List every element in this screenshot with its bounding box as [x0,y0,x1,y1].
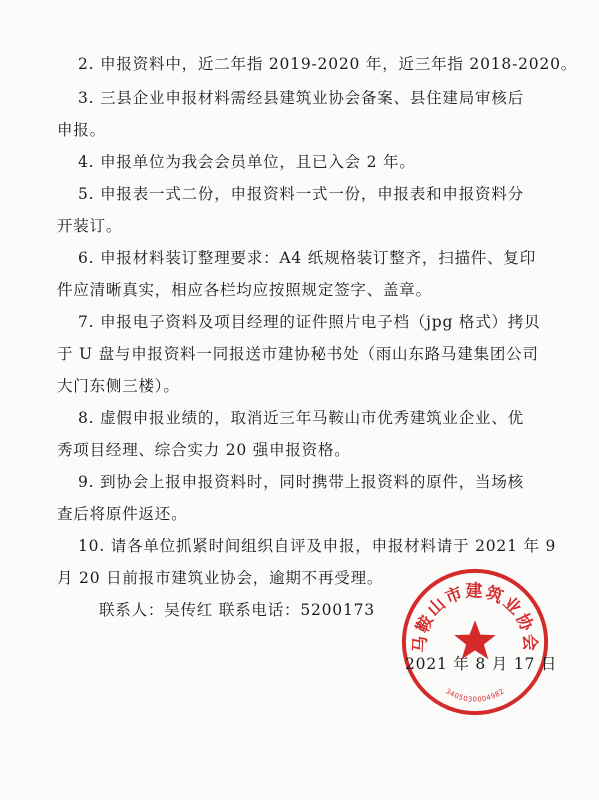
item-9-line-1: 9. 到协会上报申报资料时，同时携带上报资料的原件，当场核 [78,473,524,491]
item-6-line-1: 6. 申报材料装订整理要求：A4 纸规格装订整齐，扫描件、复印 [78,249,536,267]
contact-line: 联系人：吴传红 联系电话：5200173 [99,601,375,619]
item-5-line-1: 5. 申报表一式二份，申报资料一式一份，申报表和申报资料分 [78,185,524,203]
item-7-line-2: 于 U 盘与申报资料一同报送市建协秘书处（雨山东路马建集团公司 [57,345,539,363]
item-3-line-1: 3. 三县企业申报材料需经县建筑业协会备案、县住建局审核后 [78,89,524,107]
item-3-line-2: 申报。 [57,121,106,139]
item-7-line-1: 7. 申报电子资料及项目经理的证件照片电子档（jpg 格式）拷贝 [78,313,541,331]
item-7-line-3: 大门东侧三楼）。 [57,377,180,395]
item-10-line-1: 10. 请各单位抓紧时间组织自评及申报，申报材料请于 2021 年 9 [78,537,557,555]
document-date: 2021 年 8 月 17 日 [405,655,558,673]
item-8-line-2: 秀项目经理、综合实力 20 强申报资格。 [57,441,351,459]
seal-code: 3405030004982 [444,687,506,704]
item-5-line-2: 开装订。 [57,217,123,235]
item-4-line-1: 4. 申报单位为我会会员单位，且已入会 2 年。 [78,153,416,171]
item-6-line-2: 件应清晰真实，相应各栏均应按照规定签字、盖章。 [57,281,432,299]
official-seal [396,563,554,721]
item-9-line-2: 查后将原件返还。 [57,505,188,523]
item-10-line-2: 月 20 日前报市建筑业协会，逾期不再受理。 [57,569,384,587]
item-8-line-1: 8. 虚假申报业绩的，取消近三年马鞍山市优秀建筑业企业、优 [78,409,524,427]
seal-lettering: 马鞍山市建筑业协会 [409,580,541,654]
item-2-line-1: 2. 申报资料中，近二年指 2019-2020 年，近三年指 2018-2020。 [78,55,578,73]
